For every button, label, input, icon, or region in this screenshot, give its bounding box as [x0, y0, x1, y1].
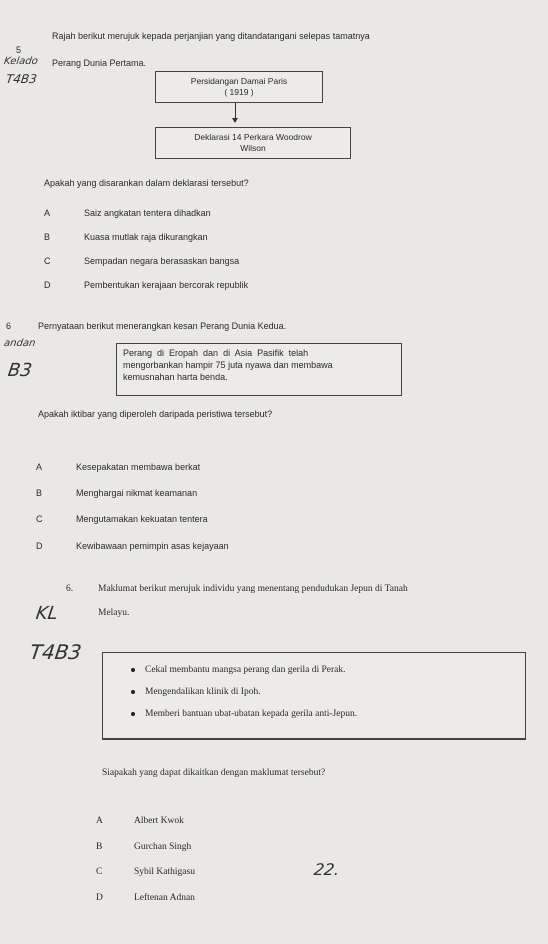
q5-box-paris-conference	[155, 71, 323, 103]
q6-number: 6	[6, 321, 12, 331]
q5-option-b-text[interactable]: Kuasa mutlak raja dikurangkan	[84, 232, 208, 242]
q5-handwritten-topic: Kelado	[3, 56, 39, 67]
q7-bullet-2	[131, 681, 525, 703]
q5-box1-line2: ( 1919 )	[224, 87, 254, 97]
q5-stem-line1: Rajah berikut merujuk kepada perjanjian yang ditandatangani selepas tamatnya	[52, 31, 370, 41]
q6-option-c-letter: C	[36, 514, 43, 524]
q7-bullet-3	[131, 703, 525, 725]
q7-bullet-1	[131, 659, 525, 681]
q6-option-b-text[interactable]: Menghargai nikmat keamanan	[76, 488, 198, 498]
q7-option-d-letter: D	[96, 893, 103, 903]
q7-stem-line1: Maklumat berikut merujuk individu yang menentang pendudukan Jepun di Tanah	[98, 584, 408, 594]
q6-box-line2: mengorbankan hampir 75 juta nyawa dan membawa	[123, 360, 333, 370]
q7-option-a-letter: A	[96, 816, 103, 826]
q6-option-a-letter: A	[36, 462, 43, 472]
q7-stem-line2: Melayu.	[98, 608, 130, 618]
q5-box2-line1: Deklarasi 14 Perkara Woodrow	[194, 132, 312, 142]
q7-handwritten-mark: 22.	[312, 860, 341, 879]
q7-handwritten-code: T4B3	[28, 640, 84, 664]
q7-option-d-text[interactable]: Leftenan Adnan	[134, 893, 195, 903]
q6-statement-box	[116, 343, 402, 396]
q7-option-a-text[interactable]: Albert Kwok	[134, 816, 184, 826]
q5-option-d-letter: D	[44, 280, 51, 290]
q6-handwritten-topic: andan	[3, 338, 37, 349]
q5-option-d-text[interactable]: Pembentukan kerajaan bercorak republik	[84, 280, 249, 290]
q6-box-line3: kemusnahan harta benda.	[123, 372, 228, 382]
q5-number: 5	[16, 45, 22, 55]
q6-handwritten-code: B3	[6, 360, 34, 381]
q5-box2-line2: Wilson	[240, 143, 266, 153]
q7-option-b-letter: B	[96, 842, 103, 852]
bullet-icon	[131, 712, 135, 716]
bullet-icon	[131, 668, 135, 672]
q5-option-c-text[interactable]: Sempadan negara berasaskan bangsa	[84, 256, 240, 266]
q7-bullet-1-text: Cekal membantu mangsa perang dan gerila di Perak.	[145, 665, 346, 675]
q7-number: 6.	[66, 584, 74, 594]
q6-box-line1: Perang di Eropah dan di Asia Pasifik telah	[123, 348, 309, 358]
q7-option-c-text[interactable]: Sybil Kathigasu	[134, 867, 195, 877]
q6-option-c-text[interactable]: Mengutamakan kekuatan tentera	[76, 514, 208, 524]
q5-option-b-letter: B	[44, 232, 51, 242]
bullet-icon	[131, 690, 135, 694]
q6-stem: Pernyataan berikut menerangkan kesan Perang Dunia Kedua.	[38, 321, 287, 331]
q5-option-a-text[interactable]: Saiz angkatan tentera dihadkan	[84, 208, 211, 218]
q6-option-a-text[interactable]: Kesepakatan membawa berkat	[76, 462, 201, 472]
q5-arrow-down-icon	[232, 118, 238, 123]
q5-box1-line1: Persidangan Damai Paris	[190, 76, 288, 86]
q6-option-b-letter: B	[36, 488, 43, 498]
q7-option-c-letter: C	[96, 867, 103, 877]
q5-arrow-line	[235, 103, 236, 119]
q7-option-b-text[interactable]: Gurchan Singh	[134, 842, 192, 852]
q7-bullet-2-text: Mengendalikan klinik di Ipoh.	[145, 687, 261, 697]
q5-stem-line2: Perang Dunia Pertama.	[52, 58, 147, 68]
q7-question: Siapakah yang dapat dikaitkan dengan maklumat tersebut?	[102, 768, 326, 778]
q6-option-d-text[interactable]: Kewibawaan pemimpin asas kejayaan	[76, 541, 229, 551]
q6-option-d-letter: D	[36, 541, 43, 551]
q5-option-c-letter: C	[44, 256, 51, 266]
q7-handwritten-topic: KL	[34, 603, 60, 624]
q5-question: Apakah yang disarankan dalam deklarasi tersebut?	[44, 178, 249, 188]
q7-bullet-3-text: Memberi bantuan ubat-ubatan kepada gerila anti-Jepun.	[145, 709, 358, 719]
q5-box-woodrow-wilson	[155, 127, 351, 159]
q5-option-a-letter: A	[44, 208, 51, 218]
q6-question: Apakah iktibar yang diperoleh daripada peristiwa tersebut?	[38, 409, 273, 419]
q5-handwritten-code: T4B3	[5, 72, 38, 86]
q7-info-box	[102, 652, 526, 740]
